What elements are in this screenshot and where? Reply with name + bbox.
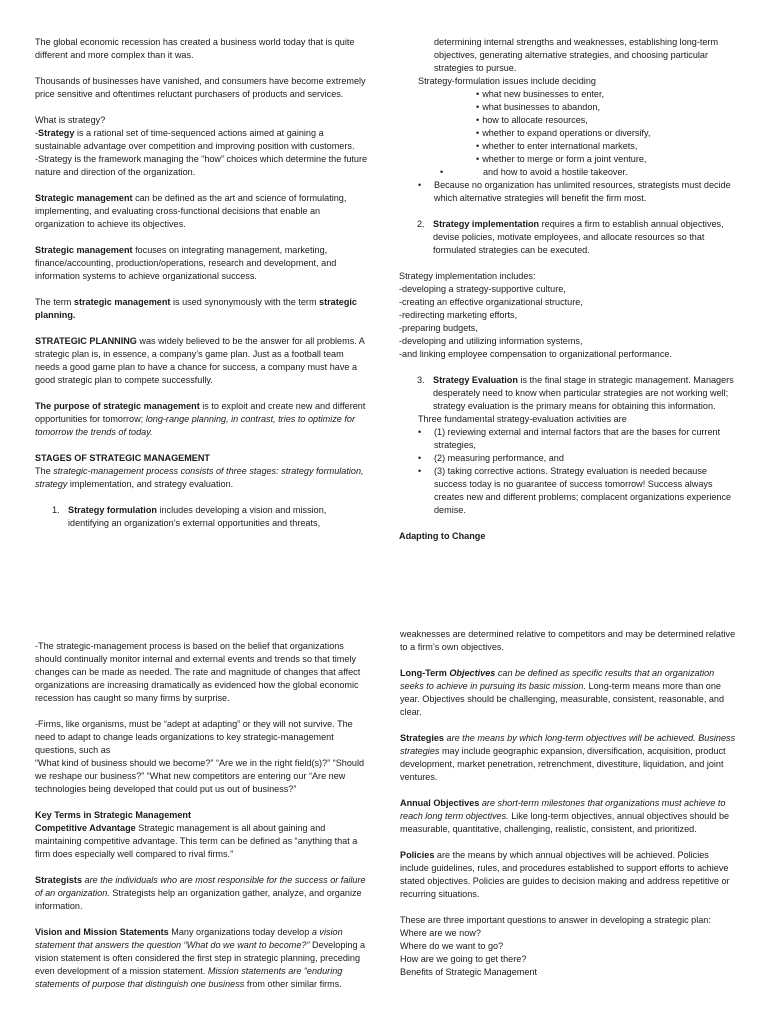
bottom-left-column: [35, 640, 369, 1004]
list-item: • whether to expand operations or diversify,: [476, 127, 740, 140]
paragraph-annual-objectives: Annual Objectives are short-term milestones that organizations must achieve to reach long term objectives. Like long-term objectives, annual objectives should be measurable, quantitative, challenging, realistic, consistent, and prioritized.: [400, 798, 730, 834]
paragraph-strategic-planning: STRATEGIC PLANNING was widely believed to be the answer for all problems. A strategic plan is, in essence, a company’s game plan. Just as a football team needs a good game plan to have a chance for success, a company must have a good strategic plan to compete successfully.: [35, 336, 365, 385]
bullet-icon: •: [440, 167, 444, 177]
list-item: Benefits of Strategic Management: [400, 967, 537, 977]
numbered-item-implementation: 2. Strategy implementation requires a firm to establish annual objectives, devise policies, motivate employees, and allocate resources so that formulated strategies can be executed.: [417, 219, 724, 255]
bullet-icon: •: [418, 180, 422, 190]
paragraph-term-synonym: The term strategic management is used synonymously with the term strategic planning.: [35, 297, 357, 320]
numbered-item-evaluation: 3. Strategy Evaluation is the final stage in strategic management. Managers desperately need to know when particular strategies are not working well; strategy evaluation is the primary means for obtaining this information.: [417, 375, 734, 411]
heading-adapting-to-change: Adapting to Change: [399, 531, 486, 541]
bullet-icon: •: [418, 466, 422, 476]
what-is-strategy-block: [35, 114, 369, 179]
paragraph-process-belief: -The strategic-management process is based on the belief that organizations should continually monitor internal and external events and trends so that timely changes can be made as needed. The rate and magnitude of changes that affect organizations are increasing dramatically as evidenced how the global economic recession has caught so many firms by surprise.: [35, 641, 361, 703]
list-item: • whether to enter international markets,: [476, 140, 740, 153]
paragraph-strategic-management-focus: Strategic management focuses on integrating management, marketing, finance/accounting, production/operations, research and development, and information systems to achieve organizational success.: [35, 245, 337, 281]
list-item: • what businesses to abandon,: [476, 101, 740, 114]
bottom-right-column: [400, 628, 740, 979]
list-item: -redirecting marketing efforts,: [399, 310, 518, 320]
paragraph-adept-at-adapting: -Firms, like organisms, must be “adept at adapting” or they will not survive. The need to adapt to change leads organizations to key strategic-management questions, such as: [35, 719, 353, 755]
bullet-icon: •: [418, 453, 422, 463]
questions-intro: These are three important questions to answer in developing a strategic plan:: [400, 915, 711, 925]
paragraph-businesses-vanished: Thousands of businesses have vanished, and consumers have become extremely price sensitive and oftentimes reluctant purchasers of products and services.: [35, 76, 366, 99]
list-item: Where are we now?: [400, 928, 481, 938]
bullet-eval-1: • (1) reviewing external and internal factors that are the bases for current strategies,: [418, 427, 721, 450]
paragraph-competitive-advantage: Competitive Advantage Strategic management is all about gaining and maintaining competitive advantage. This term can be defined as “anything that a firm does especially well compared to rival firms.”: [35, 823, 358, 859]
list-item: How are we going to get there?: [400, 954, 527, 964]
implementation-includes-label: Strategy implementation includes:: [399, 271, 536, 281]
paragraph-key-questions: “What kind of business should we become?” “Are we in the right field(s)?” “Should we reshape our business?” “What new competitors are entering our “Are new technologies being developed that could put us out of business?”: [35, 758, 365, 794]
bullet-hostile-takeover: • and how to avoid a hostile takeover.: [440, 167, 628, 177]
paragraph-stages: The strategic-management process consists of three stages: strategy formulation, strategy implementation, and strategy evaluation.: [35, 466, 364, 489]
implementation-includes-block: [399, 270, 740, 361]
formulation-issues-list: [400, 88, 740, 166]
paragraph-recession: The global economic recession has created a business world today that is quite different and more complex than it was.: [35, 37, 355, 60]
question-what-is-strategy: What is strategy?: [35, 115, 106, 125]
list-item: -and linking employee compensation to organizational performance.: [399, 349, 672, 359]
paragraph-weaknesses: weaknesses are determined relative to competitors and may be determined relative to a firm’s own objectives.: [400, 629, 736, 652]
list-item: • what new businesses to enter,: [476, 88, 740, 101]
top-page-panel: [14, 0, 754, 580]
evaluation-activities-label: Three fundamental strategy-evaluation activities are: [418, 414, 627, 424]
bullet-icon: •: [418, 427, 422, 437]
bullet-eval-3: • (3) taking corrective actions. Strategy evaluation is needed because success today is no guarantee of success tomorrow! Success always creates new and different problems; complacent organizations experience demise.: [418, 466, 732, 515]
list-item: -developing and utilizing information systems,: [399, 336, 583, 346]
paragraph-purpose: The purpose of strategic management is to exploit and create new and different opportunities for tomorrow; long-range planning, in contrast, tries to optimize for tomorrow the trends of today.: [35, 401, 366, 437]
list-item: -preparing budgets,: [399, 323, 478, 333]
bullet-eval-2: • (2) measuring performance, and: [418, 453, 564, 463]
heading-key-terms: Key Terms in Strategic Management: [35, 810, 191, 820]
numbered-item-formulation: 1. Strategy formulation includes developing a vision and mission, identifying an organization’s external opportunities and threats,: [52, 505, 327, 528]
list-item: Where do we want to go?: [400, 941, 504, 951]
list-item: • how to allocate resources,: [476, 114, 740, 127]
list-item: • whether to merge or form a joint venture,: [476, 153, 740, 166]
top-left-column: [35, 36, 369, 543]
paragraph-strategies: Strategies are the means by which long-term objectives will be achieved. Business strategies may include geographic expansion, diversification, acquisition, product development, market penetration, retrenchment, divestiture, liquidation, and joint ventures.: [400, 733, 736, 782]
heading-stages: STAGES OF STRATEGIC MANAGEMENT: [35, 453, 210, 463]
paragraph-strategic-management-defined: Strategic management can be defined as the art and science of formulating, implementing, and evaluating cross-functional decisions that enable an organization to achieve its objectives.: [35, 193, 347, 229]
strategy-definition-2: -Strategy is the framework managing the “how” choices which determine the future nature and direction of the organization.: [35, 154, 368, 177]
formulation-continued: determining internal strengths and weaknesses, establishing long-term objectives, generating alternative strategies, and choosing particular strategies to pursue.: [434, 37, 719, 73]
list-item: -creating an effective organizational structure,: [399, 297, 583, 307]
paragraph-strategists: Strategists are the individuals who are most responsible for the success or failure of an organization. Strategists help an organization gather, analyze, and organize information.: [35, 875, 366, 911]
top-right-column: [400, 36, 740, 543]
list-item: -developing a strategy-supportive culture,: [399, 284, 566, 294]
bottom-page-panel: [14, 620, 754, 1024]
formulation-issues-label: Strategy-formulation issues include deciding: [418, 76, 596, 86]
paragraph-long-term-objectives: Long-Term Objectives can be defined as specific results that an organization seeks to achieve in pursuing its basic mission. Long-term means more than one year. Objectives should be challenging, measurable, consistent, reasonable, and clear.: [400, 668, 725, 717]
paragraph-policies: Policies are the means by which annual objectives will be achieved. Policies include guidelines, rules, and procedures established to support efforts to achieve stated objectives. Policies are guides to decision making and address repetitive or recurring situations.: [400, 850, 730, 899]
bullet-because: • Because no organization has unlimited resources, strategists must decide which alternative strategies will benefit the firm most.: [418, 180, 731, 203]
strategy-definition-1: -Strategy is a rational set of time-sequenced actions aimed at gaining a sustainable advantage over competition and improving position with customers.: [35, 128, 355, 151]
paragraph-vision-mission: Vision and Mission Statements Many organizations today develop a vision statement that answers the question “What do we want to become?” Developing a vision statement is often considered the first step in strategic planning, preceding even development of a mission statement. Mission statements are “enduring statements of purpose that distinguish one business from other similar firms.: [35, 927, 366, 989]
